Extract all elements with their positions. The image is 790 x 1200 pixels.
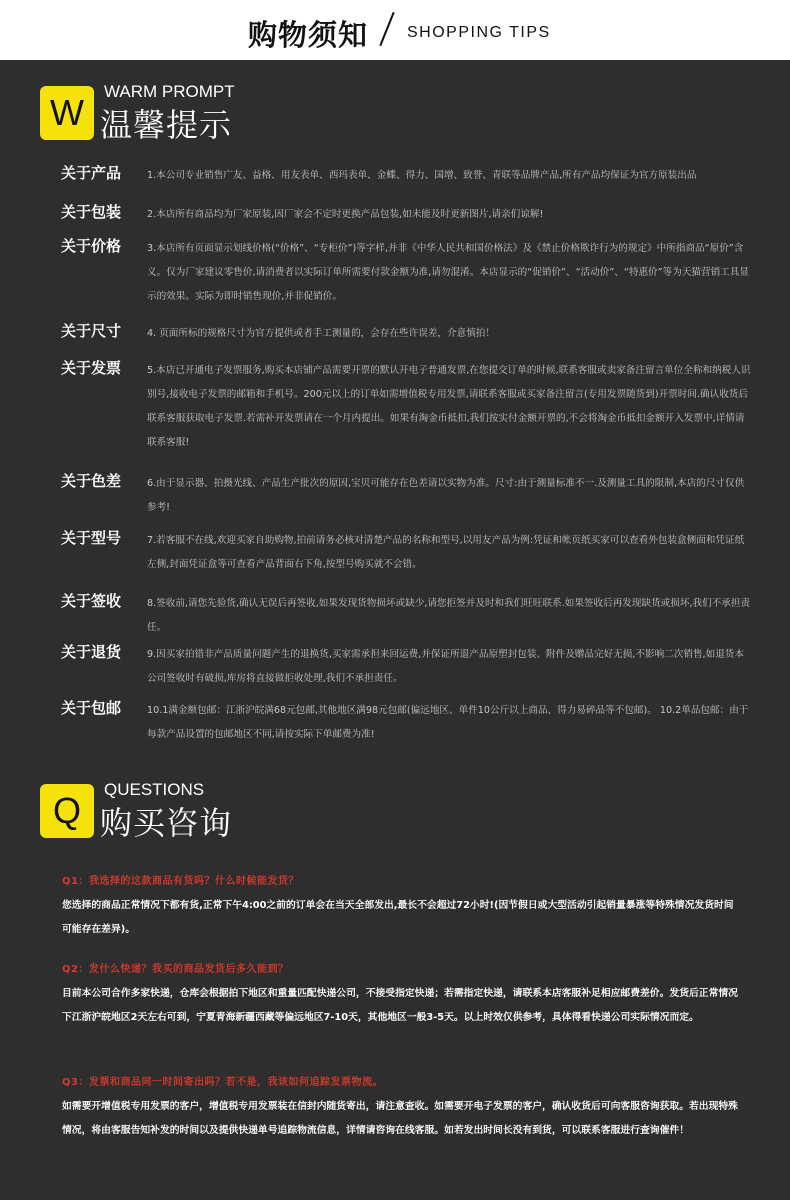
page-title: 购物须知 (248, 18, 369, 52)
tip-label: 关于退货 (61, 643, 122, 661)
warm-heading-zh: 温馨提示 (100, 106, 233, 144)
tip-text: 5.本店已开通电子发票服务,购买本店铺产品需要开票的默认开电子普通发票,在您提交订单的时候,联系客服或卖家备注留言单位全称和纳税人识别号,接收电子发票的邮箱和手机号。200元以上的订单如需增值税专用发票,请联系客服或买家备注留言(专用发票随货到)开票时间.确认收货后联系客服获取电子发票.若需补开发票请在一个月内提出。如果有淘金币抵扣,我们按实付金额开票的,不会将淘金币抵扣金额开入发票中,详情请联系客服! (147, 365, 751, 448)
answer-text: 如需要开增值税专用发票的客户，增值税专用发票装在信封内随货寄出，请注意查收。如需要开电子发票的客户，确认收货后可向客服咨询获取。若出现特殊情况，将由客服告知补发的时间以及提供快递单号追踪物流信息，详情请咨询在线客服。如若发出时间长没有到货，可以联系客服进行查询催件！ (62, 1101, 738, 1136)
tip-label: 关于尺寸 (61, 322, 122, 340)
tip-label: 关于价格 (61, 237, 122, 255)
tip-text: 10.1满金额包邮：江浙沪皖满68元包邮,其他地区满98元包邮(偏远地区、单件10公斤以上商品、得力易碎品等不包邮)。 10.2单品包邮：由于每款产品设置的包邮地区不同,请按实际下单邮费为准! (147, 705, 749, 740)
answer-text: 您选择的商品正常情况下都有货,正常下午4:00之前的订单会在当天全部发出,最长不会超过72小时!(因节假日或大型活动引起销量暴涨等特殊情况发货时间可能存在差异)。 (62, 900, 734, 935)
tip-text: 8.签收前,请您先验货,确认无误后再签收,如果发现货物损坏或缺少,请您拒签并及时和我们旺旺联系.如果签收后再发现缺货或损坏,我们不承担责任。 (147, 598, 751, 633)
warm-letter-badge: W (40, 86, 94, 140)
header-bar (0, 0, 790, 60)
tip-text: 4. 页面所标的规格尺寸为官方提供或者手工测量的，会存在些许误差，介意慎拍！ (147, 328, 495, 339)
tip-text: 1.本公司专业销售广友、益格、用友表单、西玛表单、金蝶、得力、国增、致誉、青联等品牌产品,所有产品均保证为官方原装出品 (147, 170, 697, 181)
tip-label: 关于包装 (61, 203, 122, 221)
questions-heading-en: QUESTIONS (104, 780, 205, 799)
qa-item-1 (62, 874, 742, 942)
question-text: Q2：发什么快递？我买的商品发货后多久能到？ (62, 964, 289, 975)
qa-item-2 (62, 962, 742, 1030)
tip-label: 关于发票 (61, 359, 122, 377)
tip-label: 关于色差 (61, 472, 122, 490)
tip-label: 关于签收 (61, 592, 122, 610)
tip-text: 9.因买家拍错非产品质量问题产生的退换货,买家需承担来回运费,并保证所退产品原塑封包装、附件及赠品完好无损,不影响二次销售,如退货本公司签收时有破损,库房将直接做拒收处理,我们不承担责任。 (147, 649, 744, 684)
warm-heading-en: WARM PROMPT (104, 82, 235, 101)
tip-text: 3.本店所有页面显示划线价格(“价格”、“专柜价”)等字样,并非《中华人民共和国价格法》及《禁止价格欺诈行为的规定》中所指商品“原价”含义。仅为厂家建议零售价,请消费者以实际订单所需要付款金额为准,请勿混淆。本店显示的“促销价”、“活动价”、“特惠价”等为天猫营销工具显示的效果。实际为即时销售现价,并非促销价。 (147, 243, 749, 302)
tip-text: 7.若客服不在线,欢迎买家自助购物,拍前请务必核对清楚产品的名称和型号,以用友产品为例:凭证和帐页纸买家可以查看外包装盒侧面和凭证纸左侧,封面凭证盒等可查看产品背面右下角,按型号购买就不会错。 (147, 535, 745, 570)
tip-text: 6.由于显示器、拍摄光线、产品生产批次的原因,宝贝可能存在色差请以实物为准。尺寸:由于测量标准不一.及测量工具的限制,本店的尺寸仅供参考! (147, 478, 745, 513)
answer-text: 目前本公司合作多家快递，仓库会根据拍下地区和重量匹配快递公司，不接受指定快递；若需指定快递，请联系本店客服补足相应邮费差价。发货后正常情况下江浙沪皖地区2天左右可到，宁夏青海新疆西藏等偏远地区7-10天，其他地区一般3-5天。以上时效仅供参考，具体得看快递公司实际情况而定。 (62, 988, 738, 1023)
qa-item-3 (62, 1075, 742, 1143)
questions-heading-zh: 购买咨询 (100, 804, 233, 842)
title-divider (379, 12, 394, 46)
tip-label: 关于产品 (61, 164, 122, 182)
questions-letter-badge: Q (40, 784, 94, 838)
question-text: Q3：发票和商品同一时间寄出吗？若不是，我该如何追踪发票物流。 (62, 1077, 383, 1088)
page-subtitle: SHOPPING TIPS (407, 24, 551, 41)
tip-label: 关于型号 (61, 529, 122, 547)
question-text: Q1：我选择的这款商品有货吗？什么时候能发货？ (62, 876, 299, 887)
tip-text: 2.本店所有商品均为厂家原装,因厂家会不定时更换产品包装,如未能及时更新图片,请亲们谅解! (147, 209, 544, 220)
tip-label: 关于包邮 (61, 699, 122, 717)
